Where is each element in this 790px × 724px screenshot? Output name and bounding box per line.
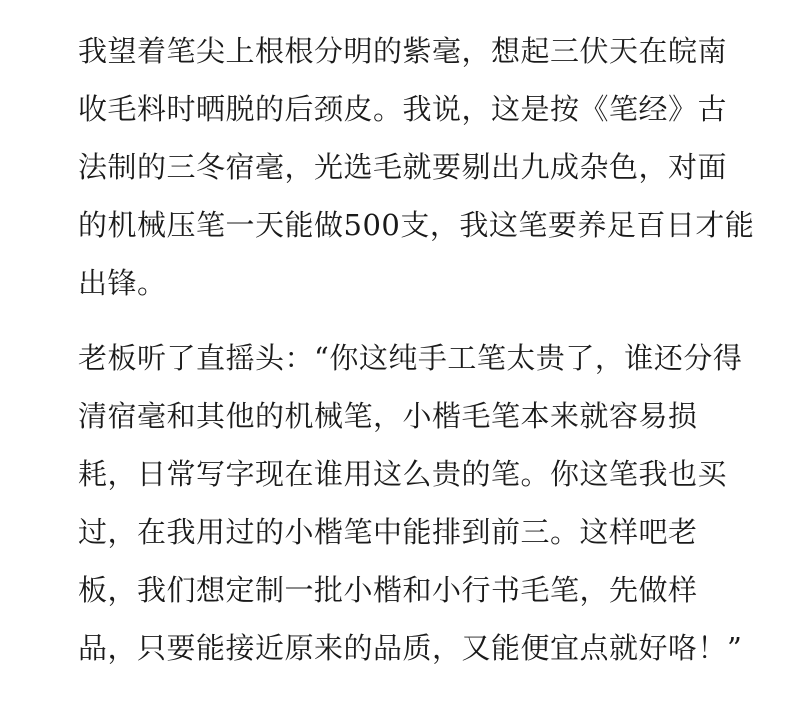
text-line: 清宿毫和其他的机械笔，小楷毛笔本来就容易损 bbox=[78, 399, 698, 433]
text-line: 的机械压笔一天能做500支，我这笔要养足百日才能 bbox=[78, 208, 755, 242]
paragraph-2 bbox=[78, 329, 743, 677]
article-body bbox=[78, 22, 755, 677]
text-line: 我望着笔尖上根根分明的紫毫，想起三伏天在皖南 bbox=[78, 34, 728, 68]
text-line: 耗，日常写字现在谁用这么贵的笔。你这笔我也买 bbox=[78, 457, 728, 491]
text-line: 法制的三冬宿毫，光选毛就要剔出九成杂色，对面 bbox=[78, 150, 728, 184]
text-line: 收毛料时晒脱的后颈皮。我说，这是按《笔经》古 bbox=[78, 92, 728, 126]
paragraph-1 bbox=[78, 22, 755, 312]
text-line: 品，只要能接近原来的品质，又能便宜点就好咯！” bbox=[78, 631, 743, 665]
text-line: 板，我们想定制一批小楷和小行书毛笔，先做样 bbox=[78, 573, 698, 607]
text-line: 老板听了直摇头：“你这纯手工笔太贵了，谁还分得 bbox=[78, 341, 743, 375]
text-line: 出锋。 bbox=[78, 266, 167, 300]
text-line: 过，在我用过的小楷笔中能排到前三。这样吧老 bbox=[78, 515, 698, 549]
